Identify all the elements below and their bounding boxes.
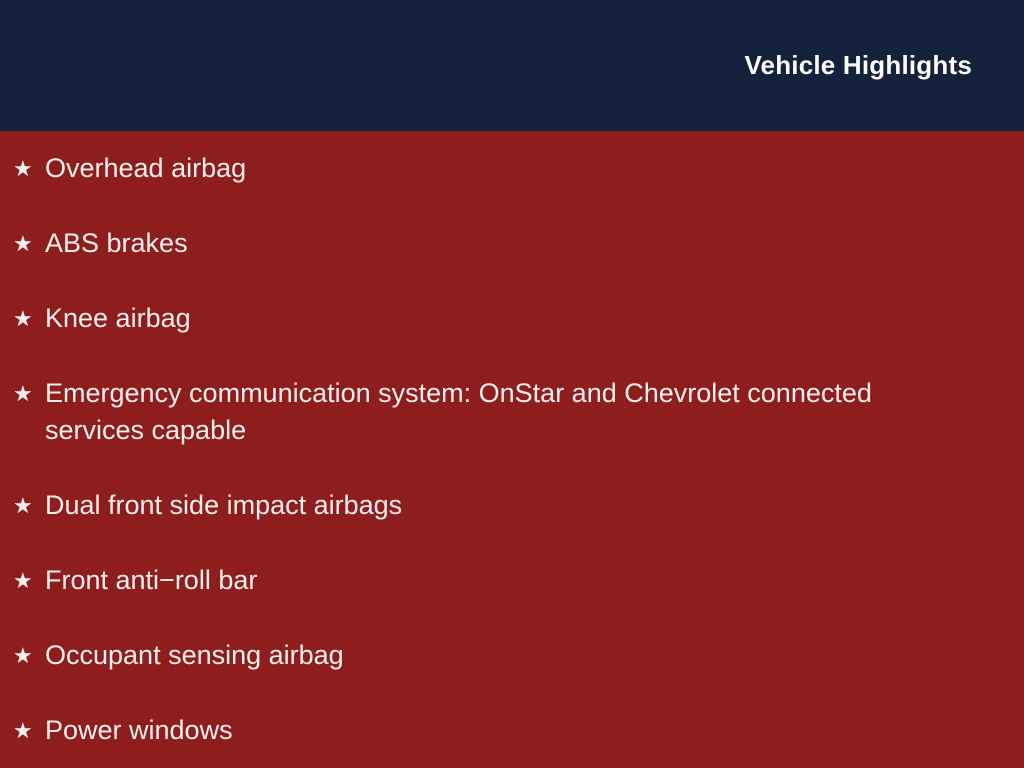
- list-item-label: Power windows: [45, 715, 233, 745]
- star-bullet-icon: ★: [13, 381, 33, 406]
- star-bullet-icon: ★: [13, 306, 33, 331]
- list-item-label: Emergency communication system: OnStar and Chevrolet connected services capable: [45, 378, 872, 445]
- page-title: Vehicle Highlights: [744, 50, 972, 80]
- star-bullet-icon: ★: [13, 718, 33, 743]
- list-item-label: Occupant sensing airbag: [45, 640, 344, 670]
- list-item-label: Front anti−roll bar: [45, 565, 258, 595]
- list-item: [13, 300, 994, 337]
- list-item: [13, 637, 994, 674]
- list-item: [13, 712, 994, 749]
- star-bullet-icon: ★: [13, 156, 33, 181]
- star-bullet-icon: ★: [13, 643, 33, 668]
- highlights-section: [0, 131, 1024, 768]
- list-item: [13, 375, 994, 449]
- star-bullet-icon: ★: [13, 568, 33, 593]
- list-item: [13, 225, 994, 262]
- list-item-label: Knee airbag: [45, 303, 191, 333]
- header-bar: [0, 0, 1024, 131]
- list-item-label: Overhead airbag: [45, 153, 247, 183]
- star-bullet-icon: ★: [13, 493, 33, 518]
- star-bullet-icon: ★: [13, 231, 33, 256]
- list-item: [13, 562, 994, 599]
- list-item-label: Dual front side impact airbags: [45, 490, 403, 520]
- highlights-list: [13, 150, 994, 749]
- list-item: [13, 150, 994, 187]
- list-item-label: ABS brakes: [45, 228, 188, 258]
- list-item: [13, 487, 994, 524]
